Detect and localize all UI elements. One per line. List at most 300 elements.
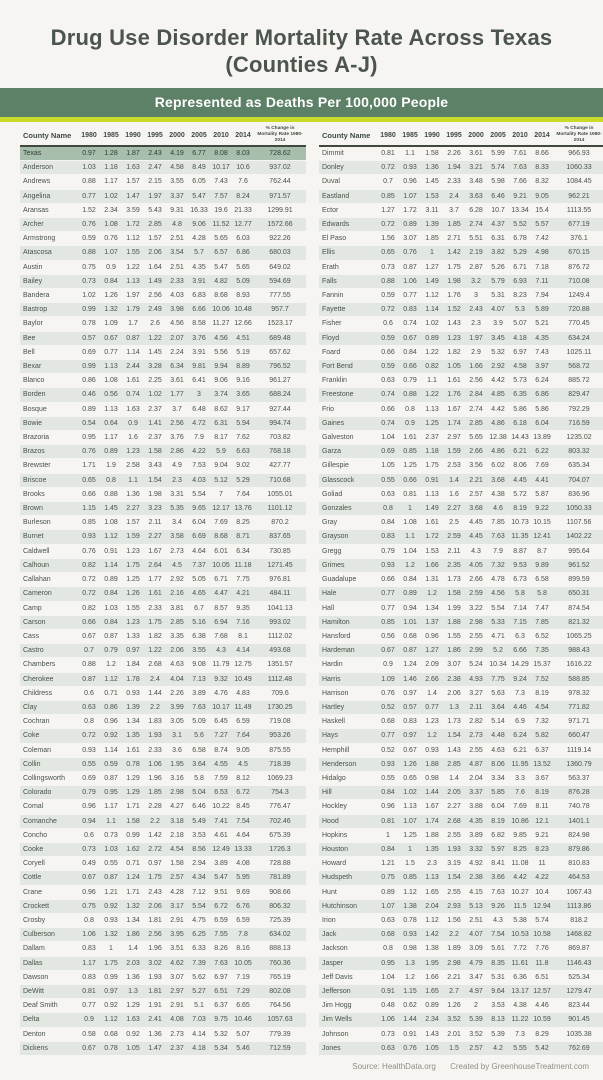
year-header: 2014: [232, 125, 254, 146]
year-header: 2010: [210, 125, 232, 146]
table-row: [319, 587, 603, 601]
value-cell: 8.19: [531, 686, 553, 700]
county-name-cell: Crosby: [20, 913, 78, 927]
value-cell: 0.97: [78, 146, 100, 161]
value-cell: 8.19: [487, 814, 509, 828]
table-row: [319, 388, 603, 402]
value-cell: 6.58: [188, 743, 210, 757]
value-cell: 1.94: [443, 161, 465, 175]
value-cell: 0.81: [78, 984, 100, 998]
value-cell: 1.27: [421, 644, 443, 658]
value-cell: 1.33: [122, 629, 144, 643]
value-cell: 8.71: [232, 530, 254, 544]
value-cell: 5.47: [210, 260, 232, 274]
value-cell: 8.35: [487, 956, 509, 970]
value-cell: 7.8: [232, 928, 254, 942]
value-cell: 7.63: [487, 885, 509, 899]
value-cell: 1.12: [100, 1013, 122, 1027]
page-title-line1: Drug Use Disorder Mortality Rate Across Texas: [50, 25, 553, 50]
value-cell: 0.59: [377, 360, 399, 374]
county-name-cell: Caldwell: [20, 544, 78, 558]
county-name-cell: Goliad: [319, 487, 377, 501]
value-cell: 7.6: [232, 175, 254, 189]
value-cell: 0.46: [78, 388, 100, 402]
value-cell: 1.76: [443, 289, 465, 303]
pct-change-cell: 796.52: [254, 360, 306, 374]
county-name-cell: Brown: [20, 502, 78, 516]
value-cell: 3.55: [166, 175, 188, 189]
value-cell: 1.08: [100, 516, 122, 530]
year-header: 1995: [443, 125, 465, 146]
value-cell: 2.55: [465, 629, 487, 643]
value-cell: 2.66: [421, 672, 443, 686]
value-cell: 1.93: [144, 970, 166, 984]
table-row: [20, 587, 306, 601]
value-cell: 12.38: [487, 431, 509, 445]
value-cell: 1.53: [421, 189, 443, 203]
county-name-cell: Hutchinson: [319, 899, 377, 913]
table-row: [319, 743, 603, 757]
value-cell: 4.08: [232, 857, 254, 871]
value-cell: 2.97: [166, 984, 188, 998]
table-row: [319, 360, 603, 374]
county-name-cell: Glasscock: [319, 473, 377, 487]
value-cell: 13.52: [531, 757, 553, 771]
value-cell: 1.22: [144, 331, 166, 345]
value-cell: 0.73: [78, 274, 100, 288]
table-row: [20, 686, 306, 700]
value-cell: 1.76: [443, 388, 465, 402]
value-cell: 7.42: [531, 232, 553, 246]
value-cell: 1.1: [421, 374, 443, 388]
value-cell: 7.63: [210, 956, 232, 970]
value-cell: 7.64: [232, 729, 254, 743]
value-cell: 0.75: [377, 871, 399, 885]
value-cell: 0.83: [78, 970, 100, 984]
value-cell: 0.85: [377, 189, 399, 203]
county-table-left: [20, 125, 306, 1056]
value-cell: 2.3: [465, 317, 487, 331]
value-cell: 3.61: [465, 146, 487, 161]
value-cell: 3.19: [443, 857, 465, 871]
value-cell: 5.19: [232, 345, 254, 359]
value-cell: 7.41: [210, 814, 232, 828]
value-cell: 0.92: [100, 729, 122, 743]
value-cell: 1.49: [421, 502, 443, 516]
value-cell: 10.06: [210, 303, 232, 317]
value-cell: 0.83: [78, 942, 100, 956]
value-cell: 6.82: [487, 828, 509, 842]
pct-change-cell: 493.68: [254, 644, 306, 658]
county-name-cell: Castro: [20, 644, 78, 658]
value-cell: 2.55: [443, 885, 465, 899]
value-cell: 0.6: [78, 686, 100, 700]
pct-change-cell: 876.72: [553, 260, 603, 274]
value-cell: 0.68: [377, 928, 399, 942]
value-cell: 5.54: [188, 487, 210, 501]
value-cell: 0.94: [78, 814, 100, 828]
value-cell: 0.72: [377, 161, 399, 175]
value-cell: 1.13: [100, 402, 122, 416]
value-cell: 3.07: [443, 658, 465, 672]
value-cell: 0.78: [399, 913, 421, 927]
value-cell: 7: [210, 487, 232, 501]
value-cell: 0.88: [78, 658, 100, 672]
value-cell: 1.96: [144, 942, 166, 956]
table-row: [319, 672, 603, 686]
value-cell: 4.61: [210, 828, 232, 842]
value-cell: 0.92: [122, 1027, 144, 1041]
table-row: [20, 828, 306, 842]
pct-change-cell: 971.57: [254, 189, 306, 203]
value-cell: 9.22: [531, 502, 553, 516]
value-cell: 3: [465, 289, 487, 303]
value-cell: 7.94: [531, 289, 553, 303]
value-cell: 8.25: [232, 516, 254, 530]
value-cell: 4.18: [188, 1041, 210, 1055]
value-cell: 10.05: [210, 558, 232, 572]
value-cell: 2.2: [144, 814, 166, 828]
value-cell: 2.3: [421, 857, 443, 871]
value-cell: 7.32: [531, 715, 553, 729]
value-cell: 2.3: [166, 473, 188, 487]
value-cell: 8.56: [188, 842, 210, 856]
value-cell: 1.82: [443, 345, 465, 359]
county-name-cell: Austin: [20, 260, 78, 274]
value-cell: 4.75: [188, 913, 210, 927]
value-cell: 5.8: [188, 771, 210, 785]
value-cell: 5.94: [232, 416, 254, 430]
value-cell: 5.86: [509, 402, 531, 416]
county-name-cell: Crockett: [20, 899, 78, 913]
value-cell: 0.73: [78, 842, 100, 856]
county-name-cell: Howard: [319, 857, 377, 871]
value-cell: 1.62: [122, 842, 144, 856]
value-cell: 3.55: [188, 644, 210, 658]
county-name-cell: Irion: [319, 913, 377, 927]
value-cell: 6.35: [509, 388, 531, 402]
value-cell: 12.41: [531, 530, 553, 544]
value-cell: 1.06: [399, 274, 421, 288]
value-cell: 6.58: [531, 573, 553, 587]
county-name-cell: Andrews: [20, 175, 78, 189]
value-cell: 0.9: [377, 658, 399, 672]
value-cell: 3.17: [166, 899, 188, 913]
value-cell: 2.94: [188, 857, 210, 871]
value-cell: 1.55: [443, 629, 465, 643]
value-cell: 5.49: [188, 814, 210, 828]
value-cell: 4.93: [465, 672, 487, 686]
value-cell: 8.1: [232, 629, 254, 643]
value-cell: 6.53: [210, 786, 232, 800]
value-cell: 1.56: [443, 913, 465, 927]
value-cell: 0.77: [78, 999, 100, 1013]
pct-change-cell: 779.39: [254, 1027, 306, 1041]
value-cell: 2.66: [465, 573, 487, 587]
year-header: 1980: [78, 125, 100, 146]
value-cell: 4.55: [210, 757, 232, 771]
value-cell: 1.36: [144, 1027, 166, 1041]
value-cell: 2.28: [144, 800, 166, 814]
value-cell: 6.97: [210, 970, 232, 984]
year-header: 2000: [465, 125, 487, 146]
tables-container: [0, 122, 603, 1056]
value-cell: 9.02: [232, 459, 254, 473]
value-cell: 1.81: [144, 984, 166, 998]
value-cell: 0.85: [399, 445, 421, 459]
table-row: [20, 1013, 306, 1027]
county-name-cell: Coleman: [20, 743, 78, 757]
value-cell: 0.7: [377, 175, 399, 189]
value-cell: 6.66: [188, 303, 210, 317]
value-cell: 9.75: [210, 1013, 232, 1027]
value-cell: 1.22: [421, 345, 443, 359]
value-cell: 8.57: [210, 601, 232, 615]
value-cell: 3.11: [421, 203, 443, 217]
county-name-cell: Cooke: [20, 842, 78, 856]
value-cell: 0.52: [377, 743, 399, 757]
value-cell: 7.61: [509, 146, 531, 161]
value-cell: 7.14: [509, 601, 531, 615]
table-row: [20, 885, 306, 899]
pct-change-cell: 1726.3: [254, 842, 306, 856]
value-cell: 8.12: [232, 771, 254, 785]
county-name-cell: Archer: [20, 218, 78, 232]
value-cell: 1.35: [421, 842, 443, 856]
value-cell: 1.75: [100, 956, 122, 970]
value-cell: 0.8: [78, 715, 100, 729]
county-name-cell: Jim Hogg: [319, 999, 377, 1013]
value-cell: 5.42: [531, 1041, 553, 1055]
value-cell: 1.25: [122, 573, 144, 587]
pct-change-cell: 702.46: [254, 814, 306, 828]
value-cell: 1.45: [421, 175, 443, 189]
value-cell: 1.39: [122, 700, 144, 714]
value-cell: 12.57: [531, 984, 553, 998]
value-cell: 7.68: [210, 629, 232, 643]
value-cell: 9.64: [487, 984, 509, 998]
value-cell: 1.75: [443, 260, 465, 274]
county-name-cell: Callahan: [20, 573, 78, 587]
value-cell: 2.26: [443, 146, 465, 161]
value-cell: 8.45: [232, 800, 254, 814]
value-cell: 1.32: [100, 303, 122, 317]
value-cell: 0.82: [78, 601, 100, 615]
value-cell: 8.19: [509, 502, 531, 516]
value-cell: 3.88: [465, 800, 487, 814]
value-cell: 0.94: [399, 601, 421, 615]
value-cell: 7.9: [188, 431, 210, 445]
value-cell: 2.66: [465, 445, 487, 459]
county-name-cell: Fannin: [319, 289, 377, 303]
value-cell: 8.87: [509, 544, 531, 558]
value-cell: 0.95: [100, 786, 122, 800]
value-cell: 1.47: [144, 1041, 166, 1055]
value-cell: 6.51: [210, 984, 232, 998]
value-cell: 8.93: [232, 289, 254, 303]
value-cell: 3.7: [443, 203, 465, 217]
table-row: [319, 232, 603, 246]
value-cell: 5.2: [487, 644, 509, 658]
value-cell: 1.13: [100, 360, 122, 374]
value-cell: 1.61: [122, 374, 144, 388]
value-cell: 2.74: [465, 402, 487, 416]
value-cell: 2.33: [443, 175, 465, 189]
value-cell: 1.07: [377, 899, 399, 913]
value-cell: 3.23: [144, 502, 166, 516]
value-cell: 0.81: [377, 814, 399, 828]
value-cell: 5.8: [531, 587, 553, 601]
value-cell: 0.77: [399, 289, 421, 303]
county-name-cell: Hudspeth: [319, 871, 377, 885]
value-cell: 1.45: [144, 345, 166, 359]
value-cell: 6.03: [232, 232, 254, 246]
value-cell: 5.73: [509, 374, 531, 388]
value-cell: 11.8: [531, 956, 553, 970]
value-cell: 10.4: [531, 885, 553, 899]
value-cell: 1.3: [122, 984, 144, 998]
value-cell: 1.65: [421, 984, 443, 998]
value-cell: 1.84: [122, 658, 144, 672]
value-cell: 12.75: [232, 658, 254, 672]
value-cell: 0.9: [122, 416, 144, 430]
value-cell: 5.6: [188, 729, 210, 743]
pct-change-cell: 781.89: [254, 871, 306, 885]
pct-change-cell: 677.19: [553, 218, 603, 232]
value-cell: 1.43: [421, 1027, 443, 1041]
value-cell: 1.55: [122, 246, 144, 260]
table-row: [20, 260, 306, 274]
value-cell: 6.18: [509, 416, 531, 430]
value-cell: 0.88: [78, 175, 100, 189]
value-cell: 3.34: [487, 771, 509, 785]
pct-change-cell: 1249.4: [553, 289, 603, 303]
county-name-cell: Cass: [20, 629, 78, 643]
table-row: [20, 999, 306, 1013]
value-cell: 7.39: [188, 956, 210, 970]
table-row: [319, 928, 603, 942]
value-cell: 1.03: [100, 842, 122, 856]
value-cell: 2.59: [465, 587, 487, 601]
value-cell: 0.87: [100, 629, 122, 643]
county-name-cell: Ellis: [319, 246, 377, 260]
value-cell: 1.73: [443, 715, 465, 729]
value-cell: 11.18: [232, 558, 254, 572]
value-cell: 0.89: [377, 885, 399, 899]
county-name-cell: Jones: [319, 1041, 377, 1055]
value-cell: 2.37: [144, 431, 166, 445]
value-cell: 0.49: [78, 857, 100, 871]
county-name-cell: Freestone: [319, 388, 377, 402]
value-cell: 7.72: [509, 942, 531, 956]
value-cell: 0.99: [100, 970, 122, 984]
value-cell: 10.6: [232, 161, 254, 175]
value-cell: 0.67: [399, 743, 421, 757]
value-cell: 2.24: [166, 345, 188, 359]
value-cell: 1.03: [100, 601, 122, 615]
value-cell: 1.27: [377, 203, 399, 217]
value-cell: 6.59: [210, 913, 232, 927]
county-name-cell: Cochran: [20, 715, 78, 729]
value-cell: 1.26: [100, 289, 122, 303]
value-cell: 3.67: [531, 771, 553, 785]
value-cell: 3.48: [465, 175, 487, 189]
value-cell: 1.1: [100, 814, 122, 828]
pct-change-cell: 792.29: [553, 402, 603, 416]
value-cell: 1.26: [399, 757, 421, 771]
value-cell: 11.08: [509, 857, 531, 871]
value-cell: 4.35: [465, 814, 487, 828]
value-cell: 6.51: [531, 970, 553, 984]
value-cell: 1.22: [421, 388, 443, 402]
pct-change-cell: 725.39: [254, 913, 306, 927]
value-cell: 8.23: [509, 289, 531, 303]
value-cell: 1.38: [399, 899, 421, 913]
subtitle-banner: [0, 88, 603, 117]
pct-change-cell: 760.36: [254, 956, 306, 970]
value-cell: 2.38: [443, 672, 465, 686]
value-cell: 0.87: [100, 771, 122, 785]
value-cell: 0.77: [377, 601, 399, 615]
value-cell: 1.9: [100, 459, 122, 473]
county-name-cell: Hidalgo: [319, 771, 377, 785]
county-name-cell: Culberson: [20, 928, 78, 942]
value-cell: 4.82: [210, 274, 232, 288]
pct-change-cell: 1279.47: [553, 984, 603, 998]
table-row: [20, 715, 306, 729]
value-cell: 3.95: [166, 928, 188, 942]
value-cell: 11.61: [509, 956, 531, 970]
table-row: [20, 374, 306, 388]
value-cell: 9.24: [509, 672, 531, 686]
pct-change-cell: 1616.22: [553, 658, 603, 672]
value-cell: 0.55: [100, 857, 122, 871]
pct-change-cell: 1523.17: [254, 317, 306, 331]
value-cell: 1.04: [377, 431, 399, 445]
value-cell: 1.74: [421, 814, 443, 828]
value-cell: 1.04: [399, 544, 421, 558]
value-cell: 0.89: [421, 999, 443, 1013]
value-cell: 2.21: [443, 970, 465, 984]
value-cell: 8.17: [210, 431, 232, 445]
value-cell: 1.95: [421, 956, 443, 970]
pct-change-cell: 484.11: [254, 587, 306, 601]
table-row: [20, 601, 306, 615]
table-row: [319, 175, 603, 189]
pct-change-cell: 824.98: [553, 828, 603, 842]
value-cell: 0.87: [100, 871, 122, 885]
value-cell: 1.66: [465, 360, 487, 374]
county-name-cell: Duval: [319, 175, 377, 189]
value-cell: 7.52: [531, 672, 553, 686]
county-name-cell: Burnet: [20, 530, 78, 544]
pct-change-cell: 768.18: [254, 445, 306, 459]
value-cell: 8.58: [188, 317, 210, 331]
pct-change-cell: 1146.43: [553, 956, 603, 970]
value-cell: 1.08: [100, 374, 122, 388]
table-row: [20, 402, 306, 416]
pct-change-cell: 1035.38: [553, 1027, 603, 1041]
county-name-cell: Hartley: [319, 700, 377, 714]
value-cell: 3.52: [443, 1013, 465, 1027]
value-cell: 1.2: [399, 558, 421, 572]
value-cell: 4.58: [166, 161, 188, 175]
value-cell: 9.21: [531, 828, 553, 842]
value-cell: 1.71: [122, 800, 144, 814]
pct-change-cell: 927.44: [254, 402, 306, 416]
table-row: [20, 445, 306, 459]
value-cell: 5.26: [487, 260, 509, 274]
